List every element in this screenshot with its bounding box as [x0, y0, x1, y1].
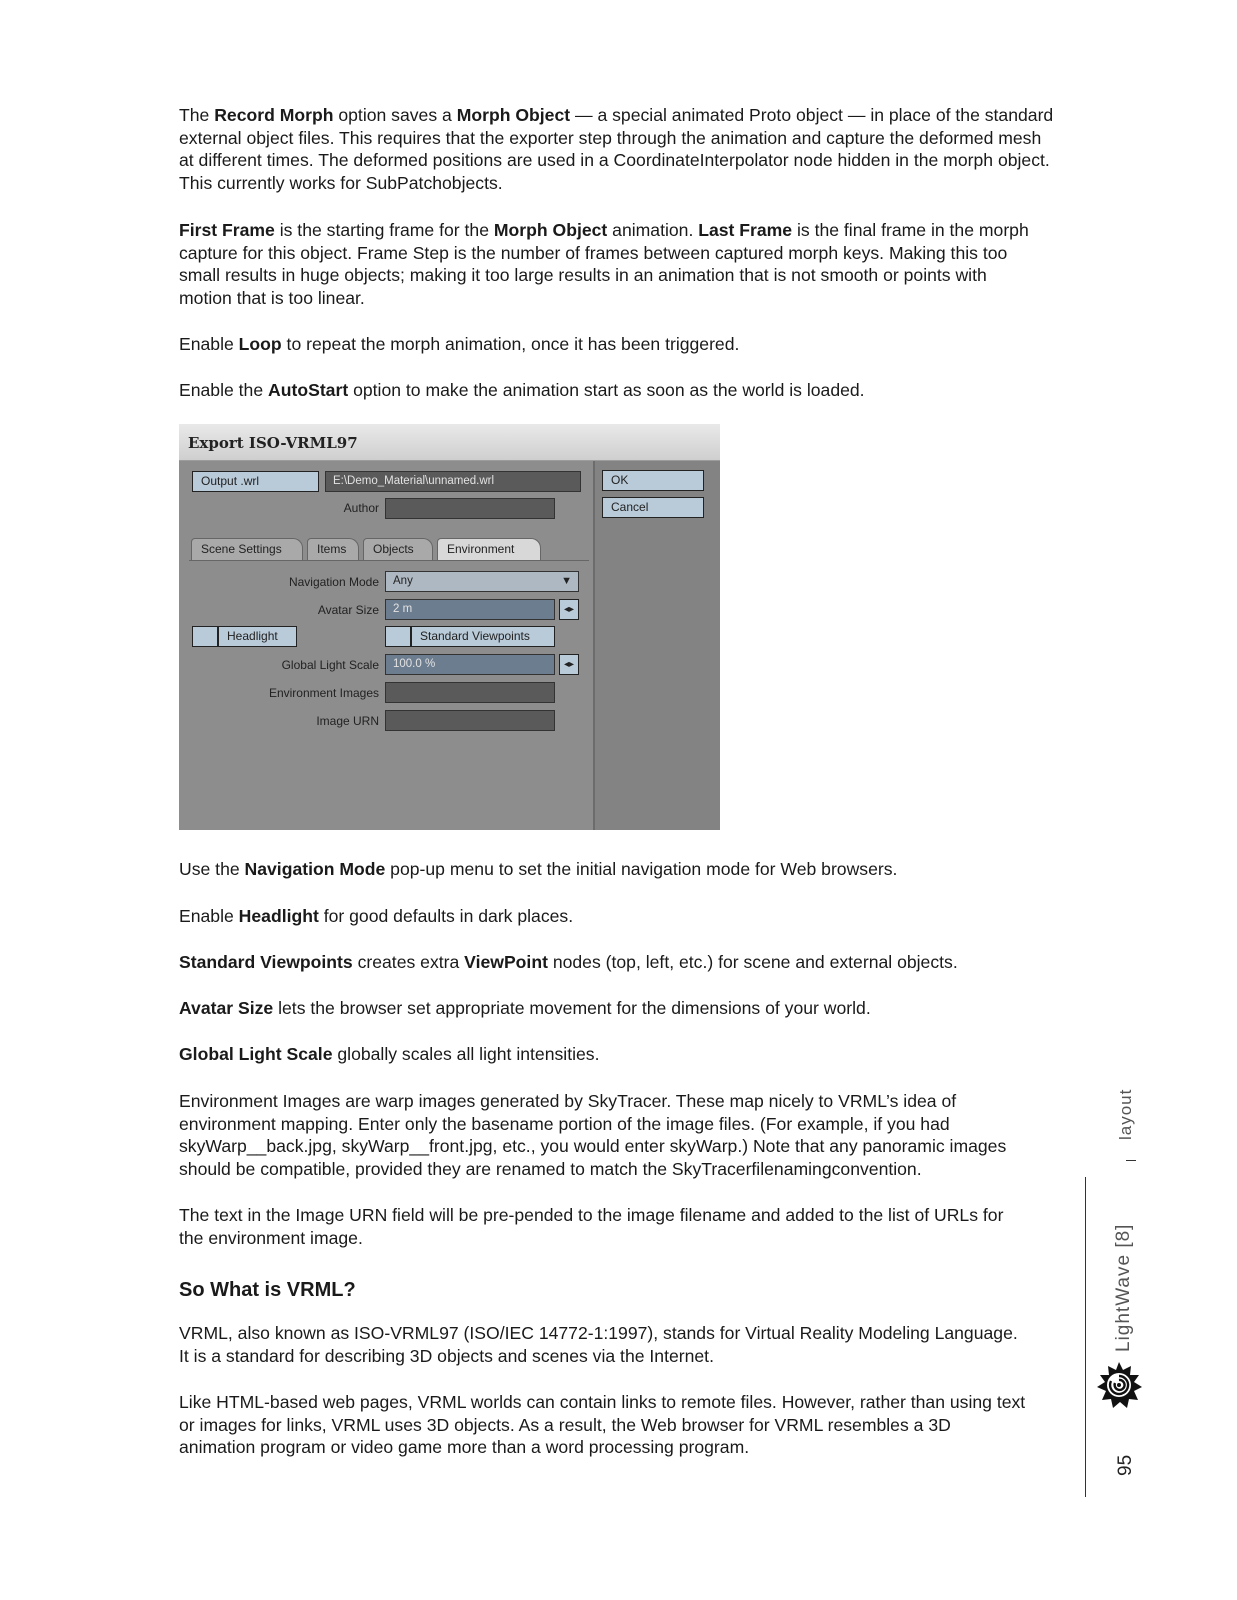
image-urn-label: Image URN — [316, 714, 379, 728]
tab-environment[interactable]: Environment — [437, 538, 541, 560]
side-separator — [1126, 1160, 1136, 1161]
tab-divider — [189, 560, 589, 561]
output-path-field[interactable]: E:\Demo_Material\unnamed.wrl — [325, 471, 581, 492]
standard-viewpoints-label[interactable]: Standard Viewpoints — [411, 626, 555, 647]
image-urn-field[interactable] — [385, 710, 555, 731]
ok-button[interactable]: OK — [602, 470, 704, 491]
paragraph-autostart: Enable the AutoStart option to make the animation start as soon as the world is loaded. — [179, 380, 865, 400]
tab-scene-settings[interactable]: Scene Settings — [191, 538, 303, 560]
paragraph-first-frame: First Frame is the starting frame for the Morph Object animation. Last Frame is the final frame in the morph capture for this object. Frame Step is the number of frames between captured morph keys. Making this too small results in huge objects; making it too large results in an animation that is not smooth or points with motion that is too linear. — [179, 220, 1029, 308]
chevron-down-icon: ▼ — [561, 575, 572, 587]
paragraph-vrml-definition: VRML, also known as ISO-VRML97 (ISO/IEC 14772-1:1997), stands for Virtual Reality Modeling Language. It is a standard for describing 3D objects and scenes via the Internet. — [179, 1323, 1018, 1366]
global-light-scale-spinner-icon[interactable]: ◂▸ — [559, 654, 579, 675]
paragraph-global-light-scale: Global Light Scale globally scales all light intensities. — [179, 1044, 600, 1064]
environment-images-field[interactable] — [385, 682, 555, 703]
avatar-size-spinner-icon[interactable]: ◂▸ — [559, 599, 579, 620]
dialog-title: Export ISO-VRML97 — [188, 434, 358, 452]
author-field[interactable] — [385, 498, 555, 519]
tab-items[interactable]: Items — [307, 538, 359, 560]
avatar-size-field[interactable]: 2 m — [385, 599, 555, 620]
paragraph-loop: Enable Loop to repeat the morph animation, once it has been triggered. — [179, 334, 740, 354]
headlight-checkbox[interactable] — [192, 626, 218, 647]
environment-images-label: Environment Images — [268, 686, 379, 700]
paragraph-standard-viewpoints: Standard Viewpoints creates extra ViewPoint nodes (top, left, etc.) for scene and external objects. — [179, 952, 958, 972]
lightwave-logo-icon — [1094, 1360, 1144, 1410]
side-section-label: layout — [1116, 1088, 1135, 1140]
section-heading: So What is VRML? — [179, 1279, 356, 1301]
paragraph-vrml-links: Like HTML-based web pages, VRML worlds can contain links to remote files. However, rather than using text or images for links, VRML uses 3D objects. As a result, the Web browser for VRML resembles a 3D animation program or video game more than a word processing program. — [179, 1392, 1026, 1458]
paragraph-environment-images: Environment Images are warp images generated by SkyTracer. These map nicely to VRML’s idea of environment mapping. Enter only the basename portion of the image files. (For example, if you had skyWarp__back.jpg, skyWarp__front.jpg, etc., you would enter skyWarp.) Note that any panoramic images should be compatible, provided they are renamed to match the SkyTracerfilenamingconvention. — [179, 1091, 1007, 1179]
side-product-label: LightWave [8] — [1113, 1223, 1134, 1352]
global-light-scale-field[interactable]: 100.0 % — [385, 654, 555, 675]
standard-viewpoints-checkbox[interactable] — [385, 626, 411, 647]
side-vertical-rule — [1085, 1177, 1086, 1497]
navigation-mode-value: Any — [393, 575, 413, 587]
export-vrml-dialog — [179, 424, 720, 830]
navigation-mode-label: Navigation Mode — [288, 575, 379, 589]
headlight-label[interactable]: Headlight — [218, 626, 297, 647]
page-number: 95 — [1115, 1454, 1136, 1476]
avatar-size-label: Avatar Size — [317, 603, 379, 617]
cancel-button[interactable]: Cancel — [602, 497, 704, 518]
tab-objects[interactable]: Objects — [363, 538, 433, 560]
global-light-scale-label: Global Light Scale — [281, 658, 379, 672]
output-button[interactable]: Output .wrl — [192, 471, 319, 492]
paragraph-navigation-mode: Use the Navigation Mode pop-up menu to set the initial navigation mode for Web browsers. — [179, 859, 898, 879]
paragraph-record-morph: The Record Morph option saves a Morph Object — a special animated Proto object — in place of the standard external object files. This requires that the exporter step through the animation and capture the deformed mesh at different times. The deformed positions are used in a CoordinateInterpolator node hidden in the morph object. This currently works for SubPatchobjects. — [179, 105, 1054, 193]
paragraph-avatar-size: Avatar Size lets the browser set appropriate movement for the dimensions of your world. — [179, 998, 871, 1018]
navigation-mode-select[interactable] — [385, 571, 579, 592]
author-label: Author — [343, 501, 379, 515]
paragraph-headlight: Enable Headlight for good defaults in dark places. — [179, 906, 574, 926]
paragraph-image-urn: The text in the Image URN field will be pre-pended to the image filename and added to the list of URLs for the environment image. — [179, 1205, 1004, 1248]
dialog-titlebar — [179, 424, 720, 461]
